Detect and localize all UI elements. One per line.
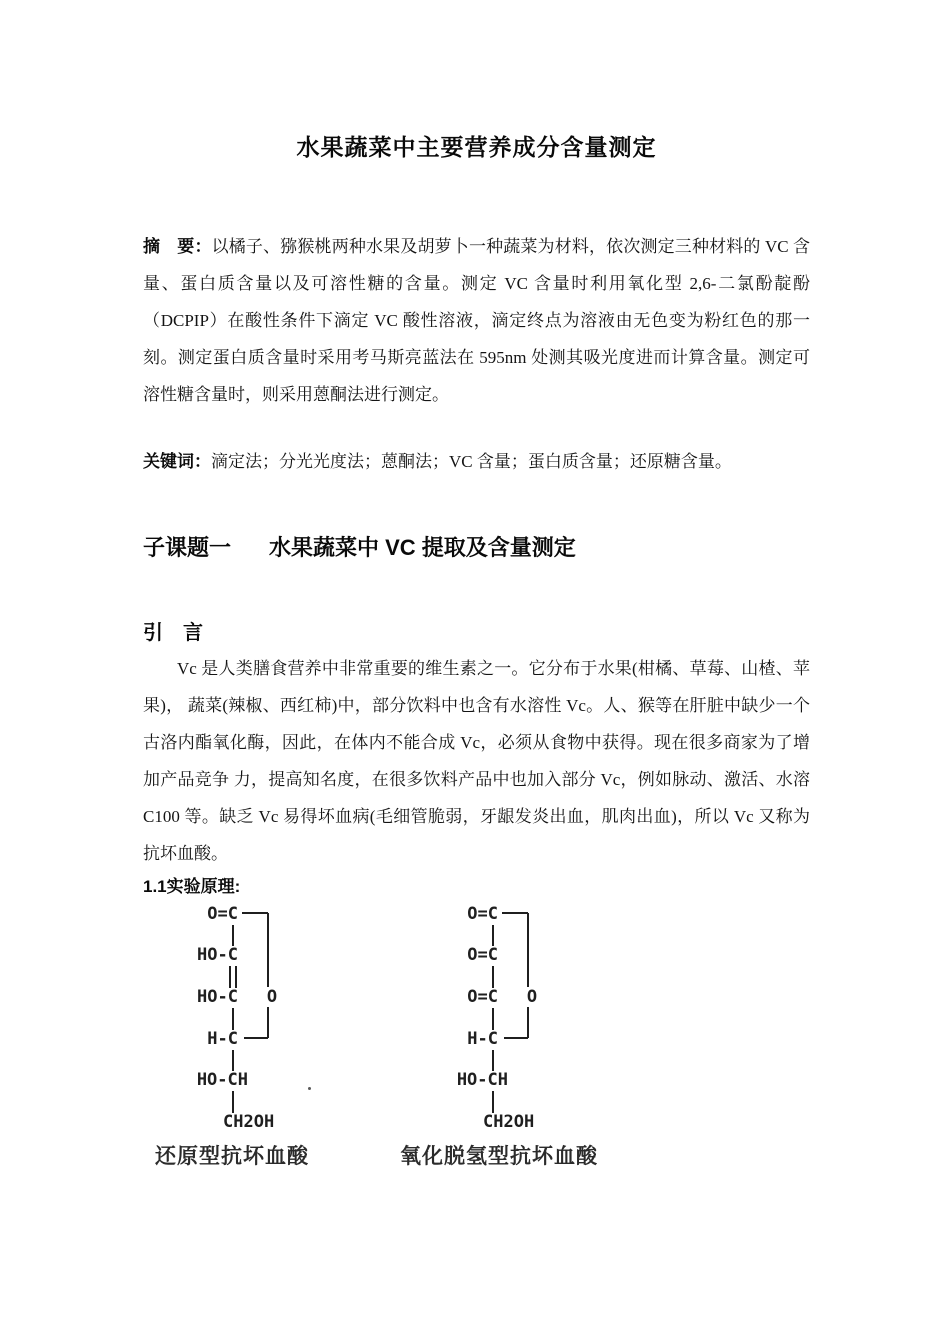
atom-row-3: HO-C	[197, 987, 238, 1007]
atom-row-1: O=C	[207, 904, 238, 924]
atom-row-3: O=C	[467, 987, 498, 1007]
abstract-text: 以橘子、猕猴桃两种水果及胡萝卜一种蔬菜为材料，依次测定三种材料的 VC 含量、蛋白质含量以及可溶性糖的含量。测定 VC 含量时利用氧化型 2,6-二氯酚靛酚（DCPIP）在酸性条件下滴定 VC 酸性溶液，滴定终点为溶液由无色变为粉红色的那一刻。测定蛋白质含量时采用考马斯亮蓝法在 595nm 处测其吸光度进而计算含量。测定可溶性糖含量时，则采用蒽酮法进行测定。	[143, 237, 810, 404]
molecule-diagram-oxidized	[410, 900, 620, 1138]
figure-reduced-ascorbic-acid	[150, 900, 360, 1170]
atom-row-1: O=C	[467, 904, 498, 924]
ring-oxygen: O	[266, 987, 278, 1007]
atom-labels	[197, 904, 277, 1132]
atom-row-2: HO-C	[197, 945, 238, 965]
page-title: 水果蔬菜中主要营养成分含量测定	[296, 135, 657, 160]
keywords-paragraph	[143, 443, 810, 480]
keywords-text: 滴定法；分光光度法；蒽酮法；VC 含量；蛋白质含量；还原糖含量。	[211, 452, 732, 471]
intro-heading: 引 言	[143, 622, 203, 644]
atom-row-6: CH2OH	[483, 1112, 535, 1132]
principle-heading: 1.1实验原理:	[143, 877, 241, 896]
section-title: 水果蔬菜中 VC 提取及含量测定	[269, 535, 576, 560]
molecule-diagram-reduced	[150, 900, 360, 1138]
figure-right-caption: 氧化脱氢型抗坏血酸	[400, 1145, 598, 1168]
chemical-structures-figure	[143, 900, 810, 1170]
figure-left-caption: 还原型抗坏血酸	[155, 1145, 309, 1168]
keywords-label: 关键词：	[143, 452, 211, 471]
abstract-paragraph	[143, 228, 810, 413]
ring-oxygen: O	[526, 987, 538, 1007]
atom-labels	[457, 904, 537, 1132]
intro-paragraph: Vc 是人类膳食营养中非常重要的维生素之一。它分布于水果(柑橘、草莓、山楂、苹果)， 蔬菜(辣椒、西红柿)中，部分饮料中也含有水溶性 Vc。人、猴等在肝脏中缺少一个古洛内酯氧化酶，因此，在体内不能合成 Vc，必须从食物中获得。现在很多商家为了增加产品竞争 力，提高知名度，在很多饮料产品中也加入部分 Vc，例如脉动、激活、水溶C100 等。缺乏 Vc 易得坏血病(毛细管脆弱，牙龈发炎出血，肌肉出血)，所以 Vc 又称为抗坏血酸。	[143, 659, 810, 863]
atom-row-4: H-C	[467, 1029, 498, 1049]
section-number: 子课题一	[143, 535, 232, 560]
atom-row-4: H-C	[207, 1029, 238, 1049]
scan-artifact-dot	[308, 1087, 311, 1090]
atom-row-5: HO-CH	[196, 1070, 248, 1090]
atom-row-2: O=C	[467, 945, 498, 965]
section-heading	[143, 533, 810, 563]
atom-row-5: HO-CH	[456, 1070, 508, 1090]
figure-oxidized-dehydroascorbic-acid	[400, 900, 620, 1170]
atom-row-6: CH2OH	[223, 1112, 275, 1132]
abstract-label: 摘 要：	[143, 237, 212, 256]
